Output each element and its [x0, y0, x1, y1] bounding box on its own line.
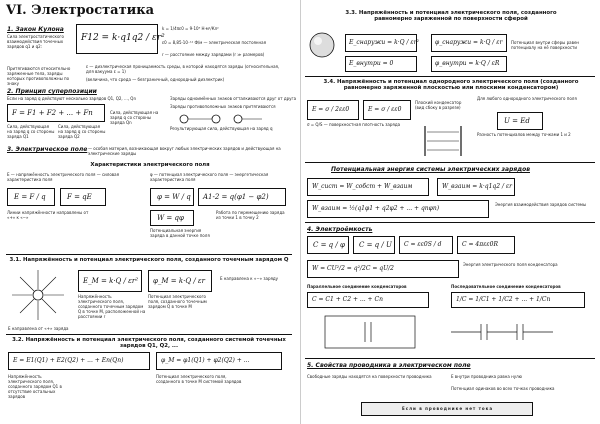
phi-point-formula-box: [148, 270, 212, 292]
e-outside-formula: E_снаружи = k·Q / εr²: [349, 39, 419, 46]
charge-q2: [212, 115, 220, 123]
energy-note: Потенциальная энергия заряда в данной точке поля: [150, 228, 210, 238]
plane-formula-box: [307, 100, 359, 120]
divider-4: [305, 222, 595, 223]
point-charge: [33, 290, 43, 300]
energy-formula: W = qφ: [157, 214, 184, 222]
uniform-potential-note: Для любого однородного электрического поля: [477, 96, 577, 101]
parallel-formula-box: [307, 292, 429, 308]
field-characteristics-heading: Характеристики электрического поля: [90, 162, 210, 168]
flat-cap-box: [399, 236, 453, 254]
divider-31: [6, 254, 292, 255]
system-energy-formula: W_сист = W_собст + W_взаим: [312, 183, 413, 190]
coulomb-attract-note: Притягиваются относительно заряженные тела, заряды которых противоположны по знаку: [7, 66, 71, 86]
section-2-heading: 2. Принцип суперпозиции: [7, 88, 97, 95]
charge-q3: [234, 115, 242, 123]
path-note: Разность потенциалов между точками 1 и 2: [477, 132, 571, 137]
coulomb-eps-note: ε — диэлектрическая проницаемость среды, в которой находятся заряды (относительная, для вакуума ε = 1): [86, 64, 280, 74]
energy-heading: Потенциальная энергия системы электрических зарядов: [331, 166, 530, 173]
unlike-charges: Заряды противоположных знаков притягиваются: [170, 104, 276, 109]
phi-inside-formula: φ_внутри = k·Q / εR: [435, 60, 500, 67]
many-energy-box: [307, 200, 489, 218]
superposition-formula-box: [7, 104, 105, 122]
conductor-rule-box: [361, 402, 533, 416]
intensity-formula: E = F / q: [14, 193, 46, 201]
superposition-note-3: Сила, действующая на заряд q со стороны заряда Qn: [110, 110, 159, 125]
sphere-icon: [307, 30, 337, 60]
series-formula: 1/C = 1/C1 + 1/C2 + ... + 1/Cn: [456, 296, 551, 303]
minus-direction-label: E направлена к «−» заряду: [220, 276, 279, 281]
section-32-heading: 3.2. Напряжённость и потенциал электрического поля, созданного системой точечных зарядов Q1, Q2, ...: [12, 337, 286, 349]
e-outside-box: [345, 34, 417, 52]
divider-34: [305, 76, 595, 77]
c-formula: C = q / φ: [313, 241, 345, 249]
e-point-formula-box: [78, 270, 142, 292]
plane-note: Плоский конденсатор (вид сбоку в разрезе): [415, 100, 462, 110]
coulomb-force-label: Сила электростатического взаимодействия точечных зарядов q1 и q2:: [7, 34, 64, 49]
sphere-cap-box: [457, 236, 515, 254]
coulomb-eps0: ε0 = 8,85·10⁻¹² Ф/м — электрическая постоянная: [162, 40, 267, 45]
interaction-energy-note: Энергия взаимодействия зарядов системы: [495, 202, 587, 207]
u-formula: U = Ed: [504, 117, 530, 125]
cap-formula: C = q / U: [359, 241, 392, 249]
u-formula-box: [497, 112, 543, 130]
parallel-circuit: [325, 316, 415, 348]
phi-outside-box: [431, 34, 507, 52]
superposition-note-1: Сила, действующая на заряд q со стороны заряда Q1: [7, 124, 55, 139]
field-lines-diagram: [10, 268, 66, 322]
intensity-formula-box: [7, 188, 55, 206]
work-note: Работа по перемещению заряда из точки 1 в точку 2: [216, 210, 285, 220]
coulomb-r-note: r — расстояние между зарядами (r ≫ размеров): [162, 52, 265, 57]
parallel-formula: C = C1 + C2 + ... + Cn: [312, 296, 383, 303]
conductor-rule-3: E внутри проводника равна нулю: [451, 374, 522, 379]
work-formula: A1-2 = q(φ1 − φ2): [203, 193, 269, 201]
series-formula-box: [451, 292, 585, 308]
field-line-note: Линии напряжённости направлены от «+» к «−»: [7, 210, 89, 220]
coulomb-eps-types: (величина, что среда — безграничный, однородный диэлектрик): [86, 77, 225, 82]
series-label: Последовательное соединение конденсаторов: [451, 284, 561, 289]
potential-formula-box: [150, 188, 194, 206]
phi-outside-formula: φ_снаружи = k·Q / εr: [435, 39, 503, 46]
section-3-heading: 3. Электрическое поле: [7, 146, 88, 153]
field-lines: [12, 270, 64, 320]
superposition-text: Если на заряд q действуют несколько зарядов Q1, Q2, ..., Qn: [7, 96, 136, 101]
section-31-heading: 3.1. Напряжённость и потенциал электрического поля, созданного точечным зарядом Q: [9, 257, 289, 263]
divider-5: [305, 358, 595, 359]
section-5-heading: 5. Свойства проводника в электрическом поле: [307, 362, 471, 369]
phi-system-note: Потенциал электрического поля, созданного в точке M системой зарядов: [156, 374, 242, 384]
e-system-formula: E = E1(Q1) + E2(Q2) + ... + En(Qn): [13, 357, 124, 364]
sphere-note: Потенциал внутри сферы равен потенциалу на её поверхности: [511, 40, 580, 50]
capacitor-field-formula: E = σ / εε0: [368, 106, 402, 113]
coulomb-k-value: k = 1/4πε0 = 9·10⁹ Н·м²/Кл²: [162, 26, 219, 31]
e-point-note: Напряжённость электрического поля, созданного точечным зарядом Q в точке M, расположенной на расстоянии r: [78, 294, 146, 319]
phi-inside-box: [431, 56, 507, 72]
like-charges: Заряды одноимённых знаков отталкиваются друг от друга: [170, 96, 297, 101]
c-formula-box: [307, 236, 349, 254]
field-definition: — особая материя, возникающая вокруг любых электрических зарядов и действующая на электрические заряды: [88, 146, 281, 156]
conductor-rule-4: Потенциал одинаков во всех точках проводника: [451, 386, 555, 391]
potential-formula: φ = W / q: [157, 193, 191, 201]
energy-formula-box: [150, 210, 194, 226]
sphere-cap-formula: C = 4πεε0R: [462, 241, 498, 248]
superposition-sum-note: Результирующая сила, действующая на заряд q: [170, 126, 273, 131]
pair-energy-box: [437, 178, 515, 196]
section-34-heading: 3.4. Напряжённость и потенциал однородного электрического поля (созданного равномерно заряженной плоскостью или плоскими конденсатором): [323, 79, 579, 91]
capacitor-circuits: [321, 312, 571, 352]
phi-point-note: Потенциал электрического поля, созданного точечным зарядом Q в точке M: [148, 294, 207, 309]
divider-32: [6, 334, 292, 335]
coulomb-formula: F12 = k·q1q2 / εr²: [81, 33, 165, 43]
flat-cap-formula: C = εε0S / d: [404, 241, 442, 248]
phi-system-formula-box: [156, 352, 282, 370]
plane-formula: E = σ / 2εε0: [312, 106, 350, 113]
force-formula-box: [60, 188, 106, 206]
section-33-heading: 3.3. Напряжённость и потенциал электрического поля, созданного равномерно заряженной по поверхности сферой: [345, 10, 557, 22]
phi-point-formula: φ_M = k·Q / εr: [153, 277, 206, 285]
sigma-note: σ = Q/S — поверхностная плотность заряда: [307, 122, 401, 127]
cap-energy-note: Энергия электрического поля конденсатора: [463, 262, 558, 267]
cap-formula-box: [353, 236, 395, 254]
conductor-rule-2: Если в проводнике нет тока: [402, 406, 494, 411]
e-point-formula: E_M = k·Q / εr²: [83, 277, 139, 285]
cap-energy-formula: W = CU²/2 = q²/2C = qU/2: [312, 265, 394, 272]
system-energy-box: [307, 178, 429, 196]
charges-diagram: [176, 112, 266, 126]
phi-system-formula: φ_M = φ1(Q1) + φ2(Q2) + ...: [161, 357, 250, 364]
e-system-formula-box: [8, 352, 150, 370]
conductor-rule-1: Свободные заряды находятся на поверхности проводника: [307, 374, 432, 379]
capacitor-field-box: [363, 100, 411, 120]
section-1-heading: 1. Закон Кулона: [7, 26, 64, 33]
e-inside-formula: E_внутри = 0: [349, 60, 394, 67]
work-formula-box: [198, 188, 286, 206]
many-energy-formula: W_взаим = ½(q1φ1 + q2φ2 + ... + qnφn): [312, 205, 440, 212]
force-formula: F = qE: [67, 193, 92, 201]
coulomb-formula-box: [76, 24, 165, 54]
chapter-title: VI. Электростатика: [6, 3, 155, 18]
pair-energy-formula: W_взаим = k·q1q2 / εr: [442, 183, 512, 190]
right-page: [300, 0, 600, 424]
plus-direction-label: E направлена от «+» заряда: [8, 326, 69, 331]
e-system-note: Напряжённость электрического поля, созданного зарядом Q1 в отсутствие остальных зарядов: [8, 374, 62, 399]
charge-q1: [180, 115, 188, 123]
cap-energy-box: [307, 260, 459, 278]
capacitor-diagram: [415, 124, 473, 158]
e-inside-box: [345, 56, 417, 72]
section-4-heading: 4. Электроёмкость: [307, 226, 373, 233]
intensity-label: E — напряжённость электрического поля — силовая характеристика поля: [7, 172, 119, 182]
potential-label: φ — потенциал электрического поля — энергетическая характеристика поля: [150, 172, 269, 182]
parallel-label: Параллельное соединение конденсаторов: [307, 284, 407, 289]
superposition-note-2: Сила, действующая на заряд q со стороны заряда Q2: [58, 124, 106, 139]
superposition-formula: F = F1 + F2 + ... + Fn: [12, 109, 93, 117]
divider-energy: [305, 162, 595, 163]
